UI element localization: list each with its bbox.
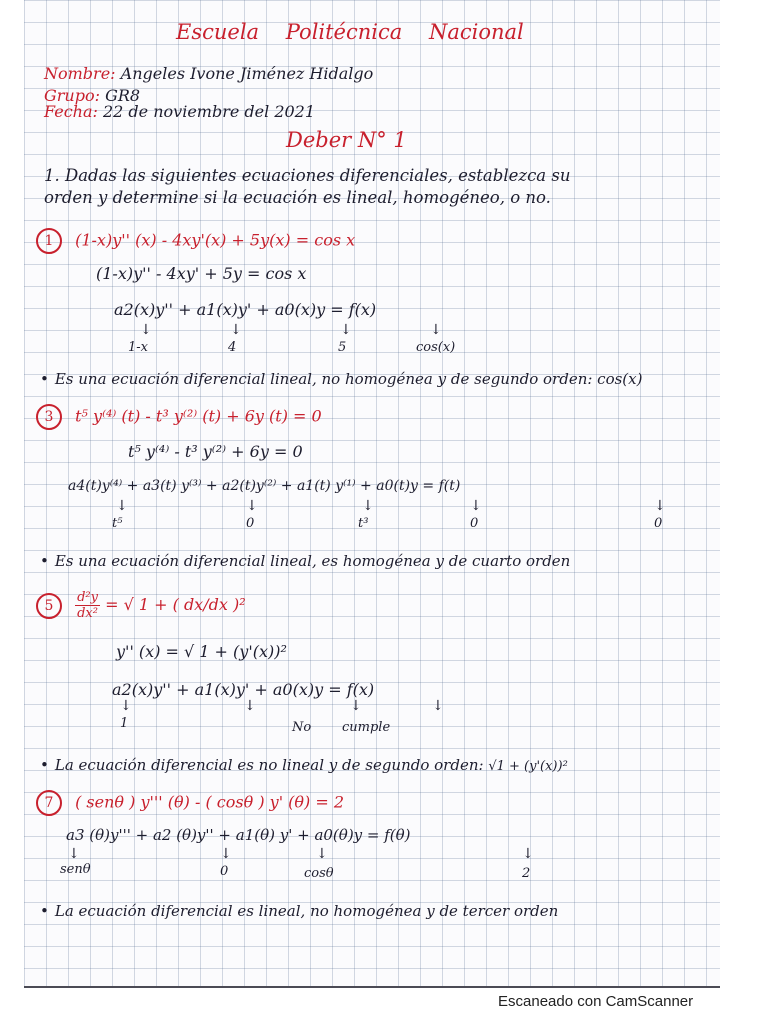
problem-7-conclusion-text: La ecuación diferencial es lineal, no homogénea y de tercer orden (54, 902, 559, 920)
problem-5-rewrite: y'' (x) = √ 1 + (y'(x))² (116, 642, 287, 661)
problem-7-conclusion: • La ecuación diferencial es lineal, no homogénea y de tercer orden (40, 902, 559, 920)
coefficient-a3: senθ (60, 862, 91, 877)
down-arrow-icon: ↓ (430, 322, 442, 338)
problem-7-general-form: a3 (θ)y''' + a2 (θ)y'' + a1(θ) y' + a0(θ)y = f(θ) (66, 826, 411, 844)
coefficient-note-2: cumple (342, 720, 391, 735)
second-derivative-fraction (75, 590, 100, 621)
coefficient-a3: 0 (246, 516, 255, 531)
down-arrow-icon: ↓ (244, 698, 256, 714)
coefficient-note-1: No (292, 720, 312, 735)
down-arrow-icon: ↓ (432, 698, 444, 714)
coefficient-a4: t⁵ (112, 516, 123, 531)
problem-5-conclusion-text: La ecuación diferencial es no lineal y de segundo orden: (54, 756, 484, 774)
coefficient-a1: 4 (228, 340, 237, 355)
problem-5-conclusion-expression: √1 + (y'(x))² (488, 759, 568, 774)
school-word-1: Escuela (176, 20, 260, 44)
date-label: Fecha: (44, 102, 98, 121)
page-margin (720, 0, 768, 986)
problem-1-conclusion: • Es una ecuación diferencial lineal, no homogénea y de segundo orden: cos(x) (40, 370, 643, 388)
date-value: 22 de noviembre del 2021 (102, 102, 316, 121)
question-line-2: orden y determine si la ecuación es lineal, homogéneo, o no. (44, 188, 551, 207)
problem-7-equation: ( senθ ) y''' (θ) - ( cosθ ) y' (θ) = 2 (75, 792, 345, 812)
fraction-numerator: d²y (77, 590, 98, 605)
problem-1-statement (36, 228, 355, 254)
coefficient-a2: 1 (120, 716, 129, 731)
down-arrow-icon: ↓ (316, 846, 328, 862)
date-line (44, 102, 315, 121)
down-arrow-icon: ↓ (230, 322, 242, 338)
assignment-title: Deber N° 1 (286, 128, 407, 152)
name-label: Nombre: (44, 64, 116, 83)
down-arrow-icon: ↓ (654, 498, 666, 514)
coefficient-a1: cosθ (304, 866, 334, 881)
down-arrow-icon: ↓ (116, 498, 128, 514)
problem-3-equation: t⁵ y⁽⁴⁾ (t) - t³ y⁽²⁾ (t) + 6y (t) = 0 (75, 406, 322, 426)
school-word-2: Politécnica (285, 20, 403, 44)
problem-3-statement (36, 404, 322, 430)
down-arrow-icon: ↓ (470, 498, 482, 514)
forcing-term: cos(x) (416, 340, 456, 355)
problem-3-conclusion: • Es una ecuación diferencial lineal, es homogénea y de cuarto orden (40, 552, 571, 570)
coefficient-a2: t³ (358, 516, 369, 531)
question-line-1: 1. Dadas las siguientes ecuaciones diferenciales, establezca su (44, 166, 571, 185)
coefficient-a2: 1-x (128, 340, 148, 355)
scanner-watermark: Escaneado con CamScanner (498, 993, 694, 1010)
school-word-3: Nacional (428, 20, 524, 44)
school-name (176, 20, 524, 44)
problem-7-number: 7 (36, 790, 62, 816)
problem-3-conclusion-text: Es una ecuación diferencial lineal, es homogénea y de cuarto orden (54, 552, 571, 570)
down-arrow-icon: ↓ (220, 846, 232, 862)
problem-3-rewrite: t⁵ y⁽⁴⁾ - t³ y⁽²⁾ + 6y = 0 (128, 442, 303, 461)
forcing-term: 2 (522, 866, 531, 881)
problem-5-statement (36, 590, 246, 621)
problem-1-rewrite: (1-x)y'' - 4xy' + 5y = cos x (96, 264, 307, 283)
forcing-term: 0 (654, 516, 663, 531)
down-arrow-icon: ↓ (350, 698, 362, 714)
down-arrow-icon: ↓ (340, 322, 352, 338)
coefficient-a1: 0 (470, 516, 479, 531)
problem-5-general-form: a2(x)y'' + a1(x)y' + a0(x)y = f(x) (112, 680, 375, 699)
down-arrow-icon: ↓ (120, 698, 132, 714)
group-value: GR8 (105, 86, 141, 105)
problem-7-statement (36, 790, 344, 816)
coefficient-a2: 0 (220, 864, 229, 879)
group-label: Grupo: (44, 86, 100, 105)
name-value: Angeles Ivone Jiménez Hidalgo (120, 64, 374, 83)
student-name-line (44, 64, 373, 83)
problem-1-conclusion-text: Es una ecuación diferencial lineal, no homogénea y de segundo orden: cos(x) (54, 370, 643, 388)
problem-5-rhs: = √ 1 + ( dx/dx )² (105, 595, 246, 614)
problem-1-general-form: a2(x)y'' + a1(x)y' + a0(x)y = f(x) (114, 300, 377, 319)
problem-1-equation: (1-x)y'' (x) - 4xy'(x) + 5y(x) = cos x (75, 230, 356, 250)
problem-3-general-form: a4(t)y⁽⁴⁾ + a3(t) y⁽³⁾ + a2(t)y⁽²⁾ + a1(t) y⁽¹⁾ + a0(t)y = f(t) (68, 478, 461, 494)
problem-5-number: 5 (36, 593, 62, 619)
down-arrow-icon: ↓ (522, 846, 534, 862)
down-arrow-icon: ↓ (140, 322, 152, 338)
problem-3-number: 3 (36, 404, 62, 430)
coefficient-a0: 5 (338, 340, 347, 355)
problem-1-number: 1 (36, 228, 62, 254)
down-arrow-icon: ↓ (362, 498, 374, 514)
fraction-denominator: dx² (77, 606, 98, 621)
down-arrow-icon: ↓ (68, 846, 80, 862)
problem-5-conclusion: • La ecuación diferencial es no lineal y de segundo orden: √1 + (y'(x))² (40, 756, 568, 774)
down-arrow-icon: ↓ (246, 498, 258, 514)
